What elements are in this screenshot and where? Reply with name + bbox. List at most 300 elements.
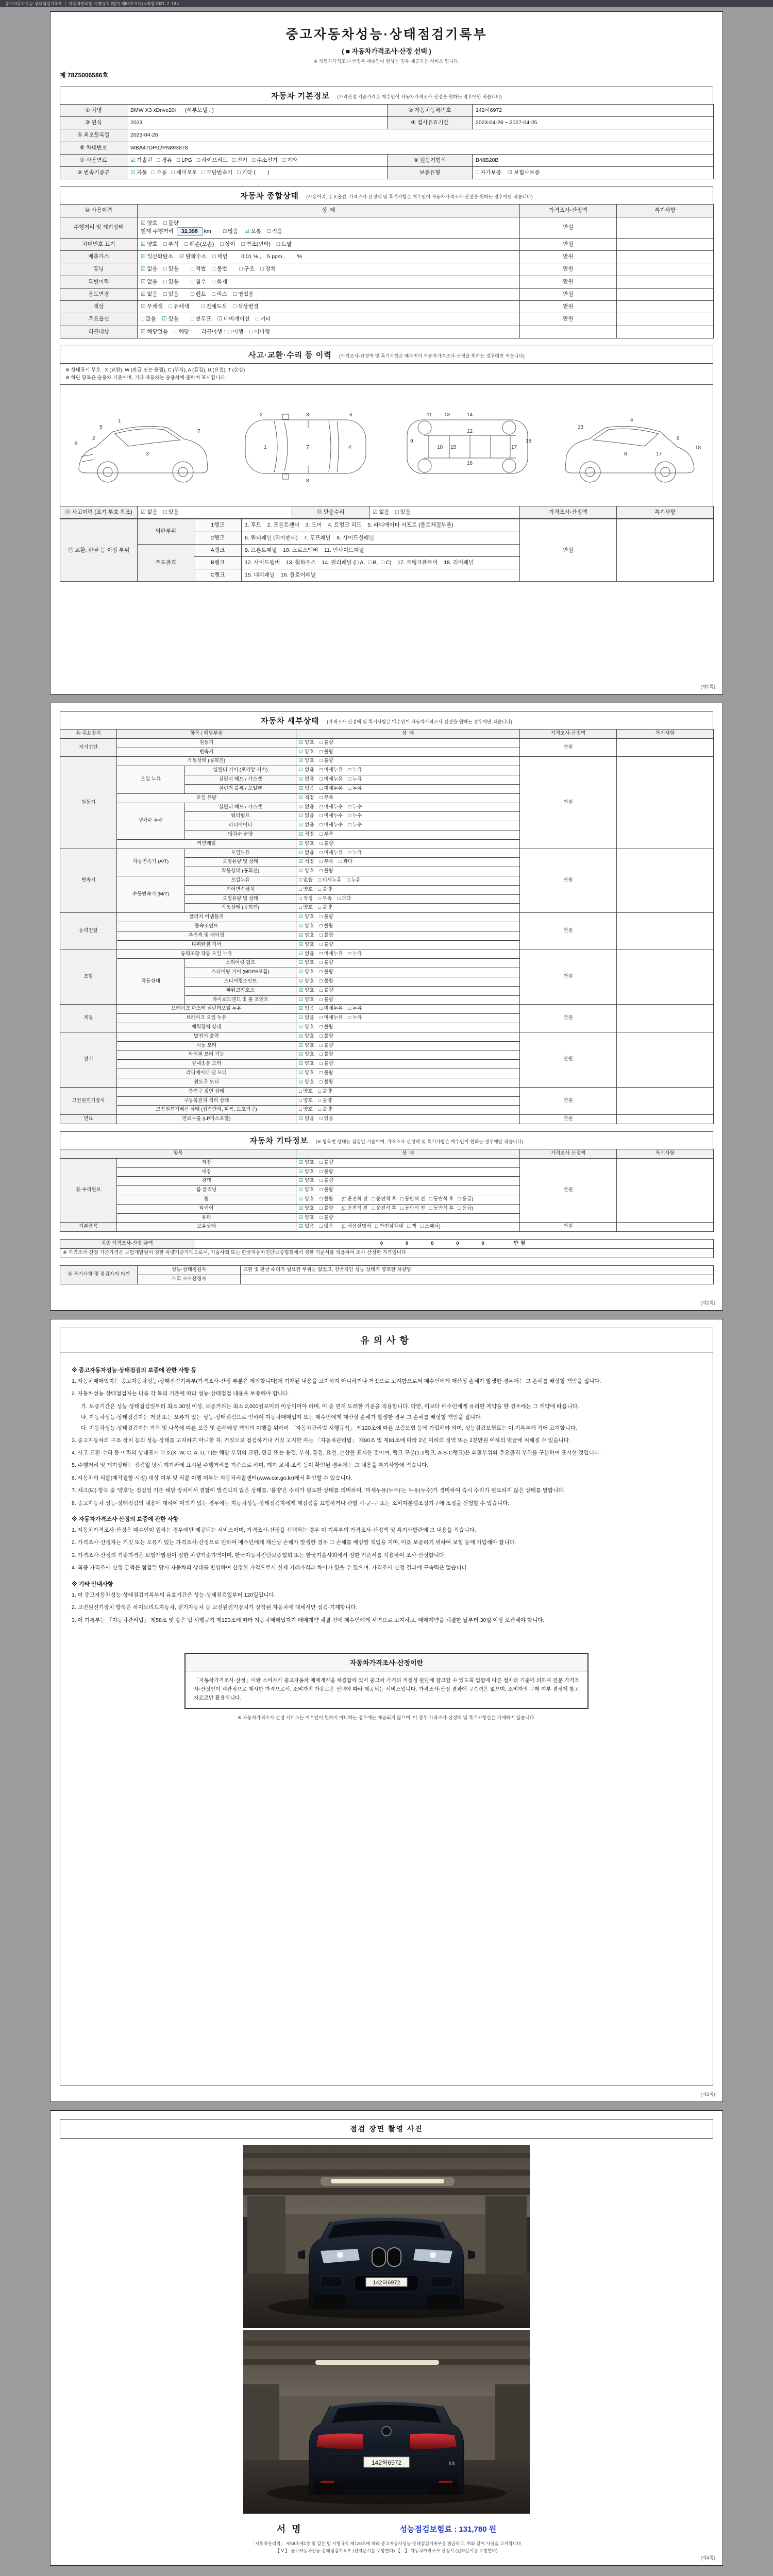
table-cell: 가격조사·산정액 <box>520 506 617 519</box>
checkbox-checked: ☑ <box>299 859 304 865</box>
table-cell: 스티어링 펌프 <box>185 959 296 968</box>
table-cell: 냉각수 수량 <box>185 830 296 839</box>
table-cell: ☑ 적정 □ 부족 <box>296 793 520 803</box>
table-cell: 특별이력 <box>60 276 138 288</box>
table-cell: 원동기 <box>117 738 296 748</box>
detail-condition-header <box>60 711 713 729</box>
table-cell: ☑ 양호 □ 불량 <box>296 959 520 968</box>
table-cell: ☑ 양호 □ 불량 <box>296 913 520 922</box>
svg-text:3: 3 <box>146 451 149 457</box>
table-cell: 15. 대쉬패널 16. 플로어패널 <box>242 569 520 582</box>
notice-item: 2. 가격조사·산정자는 거짓 또는 오류가 있는 가격조사·산정으로 인하여 매수인에게 재산상 손해가 발생한 경우 그 손해를 배상할 책임을 지며, 이를 보증하기 위하여 보험 등에 가입해야 합니다. <box>72 1539 516 1546</box>
table-cell: 고전원전기배선 상태 (접속단자, 피복, 보호기구) <box>117 1106 296 1115</box>
photo-section-title: 점검 장면 촬영 사진 <box>60 2119 713 2139</box>
table-cell: ☑ 양호 □ 불량 <box>296 1186 520 1195</box>
checkbox-checked: ☑ <box>244 228 249 234</box>
table-cell: □ 적정 □ 부족 □ 과다 <box>296 894 520 904</box>
notice-item: 3. 중고자동차의 구조·장치 등의 성능·상태를 고지하지 아니한 자, 거짓으로 점검하거나 거짓 고지한 자는 「자동차관리법」 제80조 및 제81조에 따라 2년 이하의 징역 또는 2천만원 이하의 벌금에 처해질 수 있습니다. <box>72 1437 570 1444</box>
table-cell: 워터펌프 <box>185 812 296 821</box>
checkbox-checked: ☑ <box>217 316 222 323</box>
etc-info-header <box>60 1131 713 1149</box>
table-cell: ③ 연식 <box>60 117 127 129</box>
table-cell: ☑ 없음 □ 미세누유 □ 누유 <box>296 784 520 793</box>
table-cell: ☑ 양호 □ 불량 <box>296 922 520 931</box>
price-definition-box <box>184 1653 589 1709</box>
checkbox-checked: ☑ <box>507 170 512 176</box>
panel-rank-table <box>60 519 714 582</box>
table-cell: ☑ 양호 □ 불량 <box>296 839 520 849</box>
table-cell: ⑩ 사용이력 <box>60 205 138 217</box>
checkbox-checked: ☑ <box>299 1196 304 1202</box>
model-badge-text: X3 <box>448 2461 455 2467</box>
table-cell: 만원 <box>520 913 617 950</box>
detail-condition-section <box>60 711 713 1124</box>
table-cell: ☑ 양호 □ 불량 (□ 운전석 전 □ 운전석 후 □ 동반석 전 □ 동반석 후 □ 응급) <box>296 1195 520 1205</box>
checkbox-checked: ☑ <box>299 1006 304 1012</box>
car-diagram-panel <box>60 384 713 506</box>
table-cell: ☑ 양호 □ 불량 <box>296 1177 520 1186</box>
final-price-value: 0 0 0 0 0 만원 <box>194 1240 714 1249</box>
checkbox-checked: ☑ <box>299 1024 304 1030</box>
table-cell: 용도변경 <box>60 288 138 300</box>
table-cell: ⑥ 차대번호 <box>60 142 127 154</box>
checkbox-checked: ☑ <box>141 328 146 335</box>
table-cell <box>241 1275 714 1284</box>
table-cell: 만원 <box>520 519 617 582</box>
accident-note: ※ 하단 항목은 승용차 기준이며, 기타 자동차는 승용차에 준하여 표시합니다. <box>65 375 227 381</box>
document-subtitle-note: ※ 자동차가격조사·산정은 매수인이 원하는 경우 제공하는 서비스 입니다. <box>313 59 460 64</box>
checkbox-checked: ☑ <box>373 509 378 516</box>
accident-history-header <box>60 346 713 363</box>
table-cell: 색상 <box>60 301 138 313</box>
notice-item: 3. 가격조사·산정의 기준가격은 보험개발원이 정한 차량기준가액이며, 한국자동차진단보증협회 또는 한국기술사회에서 정한 기준서를 적용하여 조사·산정합니다. <box>72 1552 446 1558</box>
page-number: (제3쪽) <box>700 2092 715 2097</box>
table-cell: 기어변속장치 <box>185 885 296 894</box>
checkbox-checked: ☑ <box>299 794 304 801</box>
table-cell: 휠 <box>117 1195 296 1205</box>
car-diagram-front-perspective <box>69 392 218 500</box>
checkbox-checked: ☑ <box>299 960 304 966</box>
table-cell: ☑ 없음 □ 미세누유 □ 누유 <box>296 1014 520 1023</box>
checkbox-checked: ☑ <box>299 1070 304 1076</box>
table-cell: □ 없음 ☑ 있음 □ 썬루프 ☑ 네비게이션 □ 기타 <box>138 313 520 326</box>
table-cell <box>617 1005 714 1032</box>
table-cell: ☑ 양호 □ 불량 <box>296 1158 520 1167</box>
table-cell: 만원 <box>520 1032 617 1087</box>
table-cell: 기본품목 <box>60 1223 117 1232</box>
checkbox-checked: ☑ <box>299 831 304 837</box>
svg-text:9: 9 <box>75 440 78 447</box>
table-cell: ☑ 양호 □ 불량 <box>296 1167 520 1177</box>
notice-item: 2. 자동차성능·상태점검자는 다음 각 목의 기준에 따라 성능·상태점검 내용을 보증해야 합니다. <box>72 1391 290 1397</box>
table-cell: 만원 <box>520 1115 617 1124</box>
checkbox-checked: ☑ <box>299 1116 304 1122</box>
transmission-value: ☑ 자동 □ 수동 □ 세미오토 □ 무단변속기 □ 기타 ( ) <box>127 167 388 179</box>
checkbox-checked: ☑ <box>299 739 304 745</box>
inspection-photo-front <box>243 2145 530 2328</box>
table-cell: 오일 누유 <box>117 766 185 793</box>
notice-item: 8. 중고자동차 성능·상태점검의 내용에 대하여 이의가 있는 경우에는 자동차성능·상태점검자에게 재점검을 요청하거나 관할 시·군·구 또는 소비자분쟁조정기구에 조정을 신청할 수 있습니다. <box>72 1500 510 1506</box>
svg-text:11: 11 <box>427 412 432 418</box>
car-diagram-underbody-view <box>393 392 542 500</box>
table-cell <box>617 301 714 313</box>
table-cell: 만원 <box>520 757 617 849</box>
table-cell: 자동변속기 (A/T) <box>117 849 185 876</box>
car-diagram-rear-perspective <box>555 392 704 500</box>
table-cell: ① 차명 <box>60 105 127 117</box>
table-cell: 타이어 <box>117 1204 296 1213</box>
table-cell: 냉각수 누수 <box>117 803 185 839</box>
checkbox-checked: ☑ <box>299 1214 304 1221</box>
table-cell <box>617 288 714 300</box>
table-cell <box>617 849 714 913</box>
table-cell <box>617 913 714 950</box>
checkbox-checked: ☑ <box>299 914 304 920</box>
svg-text:1: 1 <box>263 444 267 450</box>
table-cell: 스티어링조인트 <box>185 977 296 986</box>
checkbox-checked: ☑ <box>299 987 304 993</box>
overall-condition-table <box>60 204 714 338</box>
table-cell: 만원 <box>520 1087 617 1114</box>
final-price-label: 최종 가격조사·산정 금액 <box>60 1240 194 1249</box>
table-cell: 와이퍼 모터 기능 <box>117 1050 296 1060</box>
table-cell <box>617 1087 714 1114</box>
checkbox-checked: ☑ <box>299 1178 304 1184</box>
accident-history-section <box>60 346 713 582</box>
table-cell: ④ 검사유효기간 <box>388 117 473 129</box>
table-cell: 특기사항 <box>617 205 714 217</box>
table-cell: 보유상태 <box>117 1223 296 1232</box>
table-cell: 클러치 어셈블리 <box>117 913 296 922</box>
table-cell: ☑ 양호 □ 불량 <box>296 1069 520 1078</box>
checkbox-checked: ☑ <box>141 303 146 310</box>
svg-text:9: 9 <box>410 438 413 444</box>
first-registration-value: 2023-04-26 <box>127 129 714 142</box>
table-cell: 리콜대상 <box>60 326 138 338</box>
checkbox-checked: ☑ <box>299 785 304 791</box>
etc-info-table <box>60 1149 714 1232</box>
table-cell: 브레이크 오일 누유 <box>117 1014 296 1023</box>
table-cell: 원동기 <box>60 757 117 849</box>
table-cell: 파워고압호스 <box>185 986 296 995</box>
svg-text:4: 4 <box>348 444 351 450</box>
table-cell: ☑ 양호 □ 불량 <box>296 867 520 876</box>
mileage-status-value: ☑ 양호 □ 불량 현재 주행거리 32,398 km □ 많음 ☑ 보통 □ 적음 <box>138 217 520 238</box>
basic-info-section <box>60 87 713 179</box>
checkbox-checked: ☑ <box>141 278 146 285</box>
checkbox-checked: ☑ <box>299 1061 304 1067</box>
accident-history-value: ☑ 없음 □ 있음 <box>138 506 292 519</box>
table-cell: 고전원전기장치 <box>60 1087 117 1114</box>
table-cell: 차대번호 표기 <box>60 238 138 250</box>
table-cell <box>617 1223 714 1232</box>
table-cell: 연료 <box>60 1115 117 1124</box>
table-cell: ☑ 무채색 □ 유채색 □ 전체도색 □ 색상변경 <box>138 301 520 313</box>
table-cell: 오일 유량 <box>117 793 296 803</box>
svg-text:8: 8 <box>624 451 627 457</box>
checkbox-checked: ☑ <box>141 266 146 273</box>
table-cell: 만원 <box>520 1005 617 1032</box>
table-cell: ☑ 양호 □ 불량 <box>296 968 520 977</box>
table-cell: 만원 <box>520 263 617 276</box>
table-cell <box>617 238 714 250</box>
table-cell: 조향 <box>60 950 117 1005</box>
checkbox-checked: ☑ <box>299 932 304 938</box>
basic-info-table <box>60 104 714 179</box>
notice-item: 2. 고전원전기장치 항목은 하이브리드자동차, 전기자동차 등 고전원전기장치가 장착된 자동차에 대해서만 점검·기재합니다. <box>72 1604 358 1611</box>
table-cell: 만원 <box>520 1223 617 1232</box>
table-cell <box>617 757 714 849</box>
checkbox-checked: ☑ <box>130 157 136 163</box>
table-cell: ☑ 양호 □ 불량 <box>296 986 520 995</box>
checkbox-checked: ☑ <box>299 813 304 819</box>
etc-info-note: (※ 항목별 상태는 점검일 기준이며, 가격조사·산정액 및 특기사항은 매수인이 원하는 경우에만 적습니다) <box>315 1139 524 1144</box>
svg-text:13: 13 <box>577 424 583 430</box>
svg-text:4: 4 <box>630 417 633 423</box>
table-cell: ☑ 양호 □ 불량 <box>296 1050 520 1060</box>
table-cell: □ 양호 □ 불량 <box>296 1087 520 1096</box>
inspector-remark-value: 교환 및 판금 수리가 필요한 부위는 없었고, 전반적인 성능·상태가 양호한 차량임. <box>241 1265 714 1275</box>
table-cell <box>617 217 714 238</box>
notice-item: 4. 사고·교환·수리 등 이력의 상태표시 부호(X, W, C, A, U, T)는 해당 부위의 교환, 판금 또는 용접, 부식, 흠집, 요철, 손상을 표시한 것이며, 랭크 구분(1·2랭크, A·B·C랭크)은 외판부위와 주요골격 부위를 구분하여 표시한 것입니다. <box>72 1449 601 1456</box>
table-cell: ☑ 없음 □ 미세누유 □ 누유 <box>296 849 520 858</box>
table-cell: 만원 <box>520 313 617 326</box>
vehicle-name-value: BMW X3 xDrive20i (세부모델 : ) <box>127 105 388 117</box>
checkbox-checked: ☑ <box>299 996 304 1003</box>
checkbox-checked: ☑ <box>299 951 304 957</box>
document-number: 제 78Z5006586호 <box>60 72 108 79</box>
remarks-table <box>60 1265 714 1284</box>
table-cell: 실린더 헤드 / 가스켓 <box>185 775 296 785</box>
notice-item: 1. 자동차가격조사·산정은 매수인이 원하는 경우에만 제공되는 서비스이며, 가격조사·산정을 선택하는 경우 이 기록부의 가격조사·산정액 및 특기사항란에 그 내용을 적습니다. <box>72 1527 476 1534</box>
table-cell: 만원 <box>520 301 617 313</box>
report-page-4 <box>50 2110 723 2566</box>
table-cell: 동력전달 <box>60 913 117 950</box>
table-cell: 2랭크 <box>194 532 242 544</box>
notice-heading: ※ 중고자동차성능·상태점검의 보증에 관한 사항 등 <box>72 1367 197 1374</box>
checkbox-checked: ☑ <box>141 253 146 260</box>
table-cell: 만원 <box>520 950 617 1005</box>
table-cell: ☑ 양호 □ 불량 <box>296 1041 520 1050</box>
price-definition-body: 「자동차가격조사·산정」이란 소비자가 중고자동차 매매계약을 체결함에 있어 중고차 가격의 적절성 판단에 참고할 수 있도록 법령에 따른 절차와 기준에 의하여 전문 가격조사·산정인이 객관적으로 제시한 가격으로서, 소비자의 자유로운 선택에 따라 제공되는 서비스입니다. 가격조사·산정 결과에 구속력은 없으며, 소비자의 구매 여부 결정에 참고자료로만 활용됩니다. <box>194 1678 579 1701</box>
table-cell: 오일누유 <box>185 849 296 858</box>
table-cell: 디퍼렌셜 기어 <box>117 940 296 950</box>
signature-label: 서명 <box>276 2524 307 2534</box>
notice-item: 5. 주행거리 및 계기상태는 점검일 당시 계기판에 표시된 주행거리를 기준으로 하며, 계기 교체·조작 등이 확인된 경우에는 그 내용을 특기사항에 적습니다. <box>72 1462 429 1469</box>
table-cell: 외장 <box>117 1158 296 1167</box>
table-cell: 작동상태 (공회전) <box>185 904 296 913</box>
table-cell: ☑ 양호 □ 불량 <box>296 757 520 766</box>
table-cell: 주행거리 및 계기상태 <box>60 217 138 238</box>
notice-sub-item: 가. 보증기간은 성능·상태점검일부터 최소 30일 이상, 보증거리는 최소 2,000킬로미터 이상이어야 하며, 이 중 먼저 도래한 기준을 적용합니다. 다만, 이보다 매수인에게 유리한 계약을 한 경우에는 그 계약에 따릅니다. <box>81 1403 579 1410</box>
table-cell: □ 양호 □ 불량 <box>296 1096 520 1106</box>
table-cell: 만원 <box>520 217 617 238</box>
checkbox-checked: ☑ <box>299 822 304 828</box>
table-cell: ☑ 없음 □ 있음 □ 적법 □ 불법 □ 구조 □ 장치 <box>138 263 520 276</box>
vin-value: WBA47DP02PN893878 <box>127 142 714 154</box>
table-cell: 전기 <box>60 1032 117 1087</box>
svg-text:6: 6 <box>349 412 352 418</box>
table-cell <box>520 326 617 338</box>
table-cell: A랭크 <box>194 544 242 556</box>
table-cell <box>617 326 714 338</box>
table-cell: ☑ 양호 □ 불량 <box>296 931 520 940</box>
insurance-fee-label: 성능점검보험료 : <box>399 2524 457 2534</box>
table-cell: 자기진단 <box>60 738 117 757</box>
table-cell: 상 태 <box>296 1149 520 1158</box>
table-cell: 광택 <box>117 1177 296 1186</box>
checkbox-checked: ☑ <box>299 923 304 929</box>
table-cell: 추진축 및 베어링 <box>117 931 296 940</box>
table-cell: ☑ 양호 □ 불량 <box>296 1032 520 1041</box>
checkbox-checked: ☑ <box>299 868 304 874</box>
table-cell: ☑ 양호 □ 불량 <box>296 940 520 950</box>
model-year-value: 2023 <box>127 117 388 129</box>
svg-text:14: 14 <box>467 412 473 418</box>
table-cell: 라디에이터 <box>185 821 296 831</box>
rear-plate-text: 142허6972 <box>371 2459 402 2466</box>
report-page-1 <box>50 11 723 694</box>
table-cell: ☑ 없음 □ 있음 <box>296 1115 520 1124</box>
price-definition-footnote: ※ 자동차가격조사·산정 서비스는 매수인이 원하지 아니하는 경우에는 제공되지 않으며, 이 경우 가격조사·산정액 및 특기사항란은 기재하지 않습니다. <box>238 1715 535 1720</box>
table-cell: ⑦ 사용연료 <box>60 154 127 166</box>
table-cell: ⑮ 수리필요 <box>60 1158 117 1223</box>
table-cell: 커먼레일 <box>117 839 296 849</box>
table-cell: ⑤ 최초등록일 <box>60 129 127 142</box>
svg-text:3: 3 <box>306 412 309 418</box>
table-cell: 배출가스 <box>60 251 138 263</box>
accident-legend-block <box>60 363 713 384</box>
table-cell: ⑬ 교환, 판금 등 이상 부위 <box>60 519 138 582</box>
detail-condition-table <box>60 729 714 1124</box>
table-cell: ☑ 양호 □ 불량 <box>296 977 520 986</box>
notice-item: 4. 최종 가격조사·산정 금액은 점검일 당시 자동차의 상태를 반영하여 산정한 가격으로서 실제 거래가격과 차이가 있을 수 있으며, 가격조사·산정 결과에 구속력은 없습니다. <box>72 1565 468 1571</box>
accident-history-table <box>60 506 714 519</box>
table-cell: 연료누출 (LP가스포함) <box>117 1115 296 1124</box>
table-cell: ☑ 없음 □ 미세누수 □ 누수 <box>296 803 520 812</box>
svg-text:18: 18 <box>526 438 532 444</box>
table-cell: 항목 / 해당부품 <box>117 730 296 739</box>
table-cell: 브레이크 마스터 실린더오일 누유 <box>117 1005 296 1014</box>
table-cell: ☑ 양호 □ 불량 <box>296 738 520 748</box>
page-number: (제4쪽) <box>700 2555 715 2561</box>
overall-condition-note: (사용이력, 주요옵션, 가격조사·산정액 및 특기사항은 매수인이 자동차가격조사·산정을 원하는 경우에만 적습니다) <box>306 194 533 200</box>
table-cell: ☑ 없음 □ 미세누유 □ 누유 <box>296 775 520 785</box>
table-cell: 가격조사·산정액 <box>520 730 617 739</box>
basic-info-title: 자동차 기본정보 <box>271 92 330 100</box>
notice-title: 유의사항 <box>60 1328 713 1352</box>
table-cell: 수동변속기 (M/T) <box>117 876 185 913</box>
table-cell: 1랭크 <box>194 519 242 532</box>
table-cell: 만원 <box>520 276 617 288</box>
table-cell: 만원 <box>520 238 617 250</box>
basic-info-header <box>60 87 713 104</box>
car-rear-view <box>309 2402 464 2495</box>
svg-text:6: 6 <box>676 435 680 442</box>
report-page-2 <box>50 703 723 1311</box>
checkbox-checked: ☑ <box>299 1168 304 1175</box>
etc-info-section <box>60 1131 713 1232</box>
basic-info-note: (가격산정 기준가격은 매수인이 자동차가격조사·산정을 원하는 경우에만 적습니다) <box>337 94 502 99</box>
table-cell: ☑ 양호 □ 불량 <box>296 748 520 757</box>
table-cell: 스티어링 기어 (MDPS포함) <box>185 968 296 977</box>
checkbox-checked: ☑ <box>299 1224 304 1230</box>
table-cell: 작동상태 <box>117 959 185 1005</box>
accident-legend: ※ 상태표시 부호 : X (교환), W (판금 또는 용접), C (부식), A (흠집), U (요철), T (손상) <box>65 367 245 373</box>
table-cell: C랭크 <box>194 569 242 582</box>
checkbox-checked: ☑ <box>299 758 304 764</box>
notice-heading: ※ 기타 안내사항 <box>72 1581 113 1587</box>
table-cell: ☑ 양호 □ 불량 <box>296 1023 520 1032</box>
price-definition-title: 자동차가격조사·산정이란 <box>186 1654 587 1671</box>
checkbox-checked: ☑ <box>141 291 146 297</box>
table-cell: 12. 사이드멤버 13. 휠하우스 14. 필러패널 (□ A, □ B, □ C) 17. 트렁크플로어 18. 리어패널 <box>242 556 520 569</box>
detail-condition-title: 자동차 세부상태 <box>261 717 320 725</box>
table-cell: 특기사항 <box>617 730 714 739</box>
svg-text:1: 1 <box>118 418 121 424</box>
page-number: (제2쪽) <box>700 1300 715 1306</box>
checkbox-checked: ☑ <box>130 170 136 176</box>
svg-text:16: 16 <box>467 460 473 466</box>
report-page-3 <box>50 1319 723 2102</box>
inspection-photo-rear <box>243 2330 530 2514</box>
table-cell: 타이로드엔드 및 볼 조인트 <box>185 995 296 1005</box>
checkbox-checked: ☑ <box>299 840 304 846</box>
notice-sub-item: 다. 자동차성능·상태점검자는 가목 및 나목에 따른 보증 및 손해배상 책임의 이행을 위하여 「자동차관리법 시행규칙」 제120조에 따른 보증보험 등에 가입해야 하며, 성능점검보험료는 이 기록부에 적어 고지합니다. <box>81 1425 577 1431</box>
engine-type-value: B48B20B <box>473 154 714 166</box>
form-reference-text: 중고자동차성능·상태점검기록부 ｜ 자동차관리법 시행규칙 [별지 제82호서식] <개정 2021. 7. 13.> <box>5 1 180 6</box>
checkbox-checked: ☑ <box>299 1079 304 1085</box>
table-cell: ⑭ 주요장치 <box>60 730 117 739</box>
table-cell: ⑫ 단순수리 <box>292 506 369 519</box>
table-cell: 상 태 <box>296 730 520 739</box>
issue-footnote-1: 「자동차관리법」 제58조제1항 및 같은 법 시행규칙 제120조에 따라 중고자동차성능·상태점검기록부를 발급하고, 위와 같이 사실을 고지합니다. <box>250 2541 523 2546</box>
table-cell: 시동 모터 <box>117 1041 296 1050</box>
table-cell: 실린더 헤드 / 가스켓 <box>185 803 296 812</box>
accident-history-title: 사고·교환·수리 등 이력 <box>248 350 332 360</box>
table-cell: ☑ 없음 □ 미세누수 □ 누수 <box>296 821 520 831</box>
table-cell <box>617 263 714 276</box>
table-cell: 1. 후드 2. 프론트펜더 3. 도어 4. 트렁크 리드 5. 라디에이터 서포트 (볼트체결부품) <box>242 519 520 532</box>
remarks-section <box>60 1265 713 1284</box>
final-price-table <box>60 1239 714 1258</box>
page-number: (제1쪽) <box>700 684 715 689</box>
svg-text:2: 2 <box>259 412 263 418</box>
table-cell: 오일누유 <box>185 876 296 886</box>
table-cell: ⑪ 사고이력 (표기 부호 참조) <box>60 506 138 519</box>
notice-item: 1. 이 중고자동차성능·상태점검기록부의 유효기간은 성능·상태점검일부터 120일입니다. <box>72 1591 276 1598</box>
table-cell: 룸 클리닝 <box>117 1186 296 1195</box>
notice-body <box>60 1352 713 1635</box>
checkbox-checked: ☑ <box>141 241 146 247</box>
notice-heading: ※ 자동차가격조사·산정의 보증에 관한 사항 <box>72 1516 179 1523</box>
car-diagram-top-view <box>231 392 380 500</box>
table-cell: ☑ 없음 □ 미세누유 □ 누유 <box>296 766 520 775</box>
table-cell: □ 없음 □ 미세누유 □ 누유 <box>296 876 520 886</box>
checkbox-checked: ☑ <box>141 219 146 226</box>
simple-repair-value: ☑ 없음 □ 있음 <box>369 506 520 519</box>
table-cell: □ 양호 □ 불량 <box>296 904 520 913</box>
table-cell: 외판부위 <box>138 519 194 544</box>
overall-condition-section <box>60 187 713 338</box>
checkbox-checked: ☑ <box>299 969 304 975</box>
svg-text:10: 10 <box>437 444 443 450</box>
table-cell: 주요옵션 <box>60 313 138 326</box>
table-cell: 만원 <box>520 288 617 300</box>
table-cell: 유리 <box>117 1213 296 1223</box>
table-cell: 가격조사·산정액 <box>520 205 617 217</box>
notice-item: 7. 체크(☑) 항목 중 '양호'는 점검일 기준 해당 장치에서 결함이 발견되지 않은 상태를, '불량'은 수리가 필요한 상태를 의미하며, '미세누유(누수)'는 누유(누수)가 경미하여 즉시 수리가 필요하지 않은 상태를 말합니다. <box>72 1487 565 1494</box>
